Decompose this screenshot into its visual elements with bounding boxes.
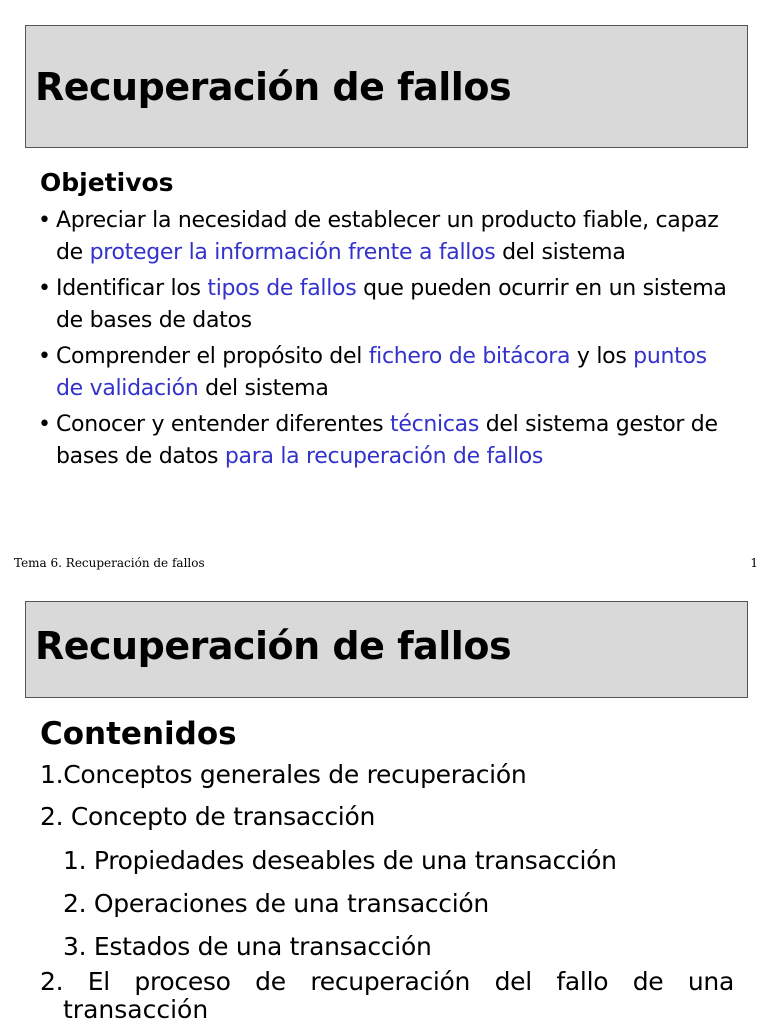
- toc-item: 2. El proceso de recuperación del fallo de una: [40, 967, 734, 996]
- highlighted-text: técnicas: [390, 412, 479, 437]
- contents-heading: Contenidos: [40, 716, 237, 752]
- toc-item: 2. Concepto de transacción: [40, 802, 375, 831]
- objective-text: Identificar los: [56, 276, 208, 301]
- page-number: 1: [750, 556, 758, 570]
- objective-text: Comprender el propósito del: [56, 344, 369, 369]
- objective-text: del sistema: [198, 376, 329, 401]
- objective-item: [38, 205, 738, 269]
- toc-subitem: 2. Operaciones de una transacción: [63, 889, 489, 918]
- toc-item: 1.Conceptos generales de recuperación: [40, 760, 527, 789]
- toc-item-continuation: transacción: [63, 995, 209, 1024]
- highlighted-text: para la recuperación de fallos: [224, 444, 544, 469]
- objective-text: que pueden ocurrir en un sistema de bases de datos: [56, 276, 727, 333]
- bullet-dot: •: [38, 276, 51, 301]
- toc-subitem: 1. Propiedades deseables de una transacción: [63, 846, 617, 875]
- slide1-title: Recuperación de fallos: [35, 65, 512, 109]
- highlighted-text: fichero de bitácora: [368, 344, 571, 369]
- objective-text: Apreciar la necesidad de establecer un producto fiable, capaz de: [56, 208, 719, 265]
- bullet-dot: •: [38, 344, 51, 369]
- objective-item: [38, 341, 738, 405]
- highlighted-text: tipos de fallos: [207, 276, 357, 301]
- slide1-title-box: [25, 25, 748, 148]
- objectives-heading: Objetivos: [40, 168, 174, 197]
- bullet-dot: •: [38, 208, 51, 233]
- toc-subitem: 3. Estados de una transacción: [63, 932, 432, 961]
- objective-item: [38, 409, 738, 473]
- highlighted-text: proteger la información frente a fallos: [89, 240, 496, 265]
- objective-text: y los: [570, 344, 634, 369]
- footer-topic: Tema 6. Recuperación de fallos: [14, 556, 205, 570]
- objective-text: Conocer y entender diferentes: [56, 412, 391, 437]
- bullet-dot: •: [38, 412, 51, 437]
- objective-text: del sistema: [495, 240, 626, 265]
- slide2-title-box: [25, 601, 748, 698]
- slide2-title: Recuperación de fallos: [35, 624, 512, 668]
- objective-item: [38, 273, 738, 337]
- objectives-list: [38, 205, 738, 477]
- objective-text: del sistema gestor de bases de datos: [56, 412, 718, 469]
- highlighted-text: puntos de validación: [56, 344, 707, 401]
